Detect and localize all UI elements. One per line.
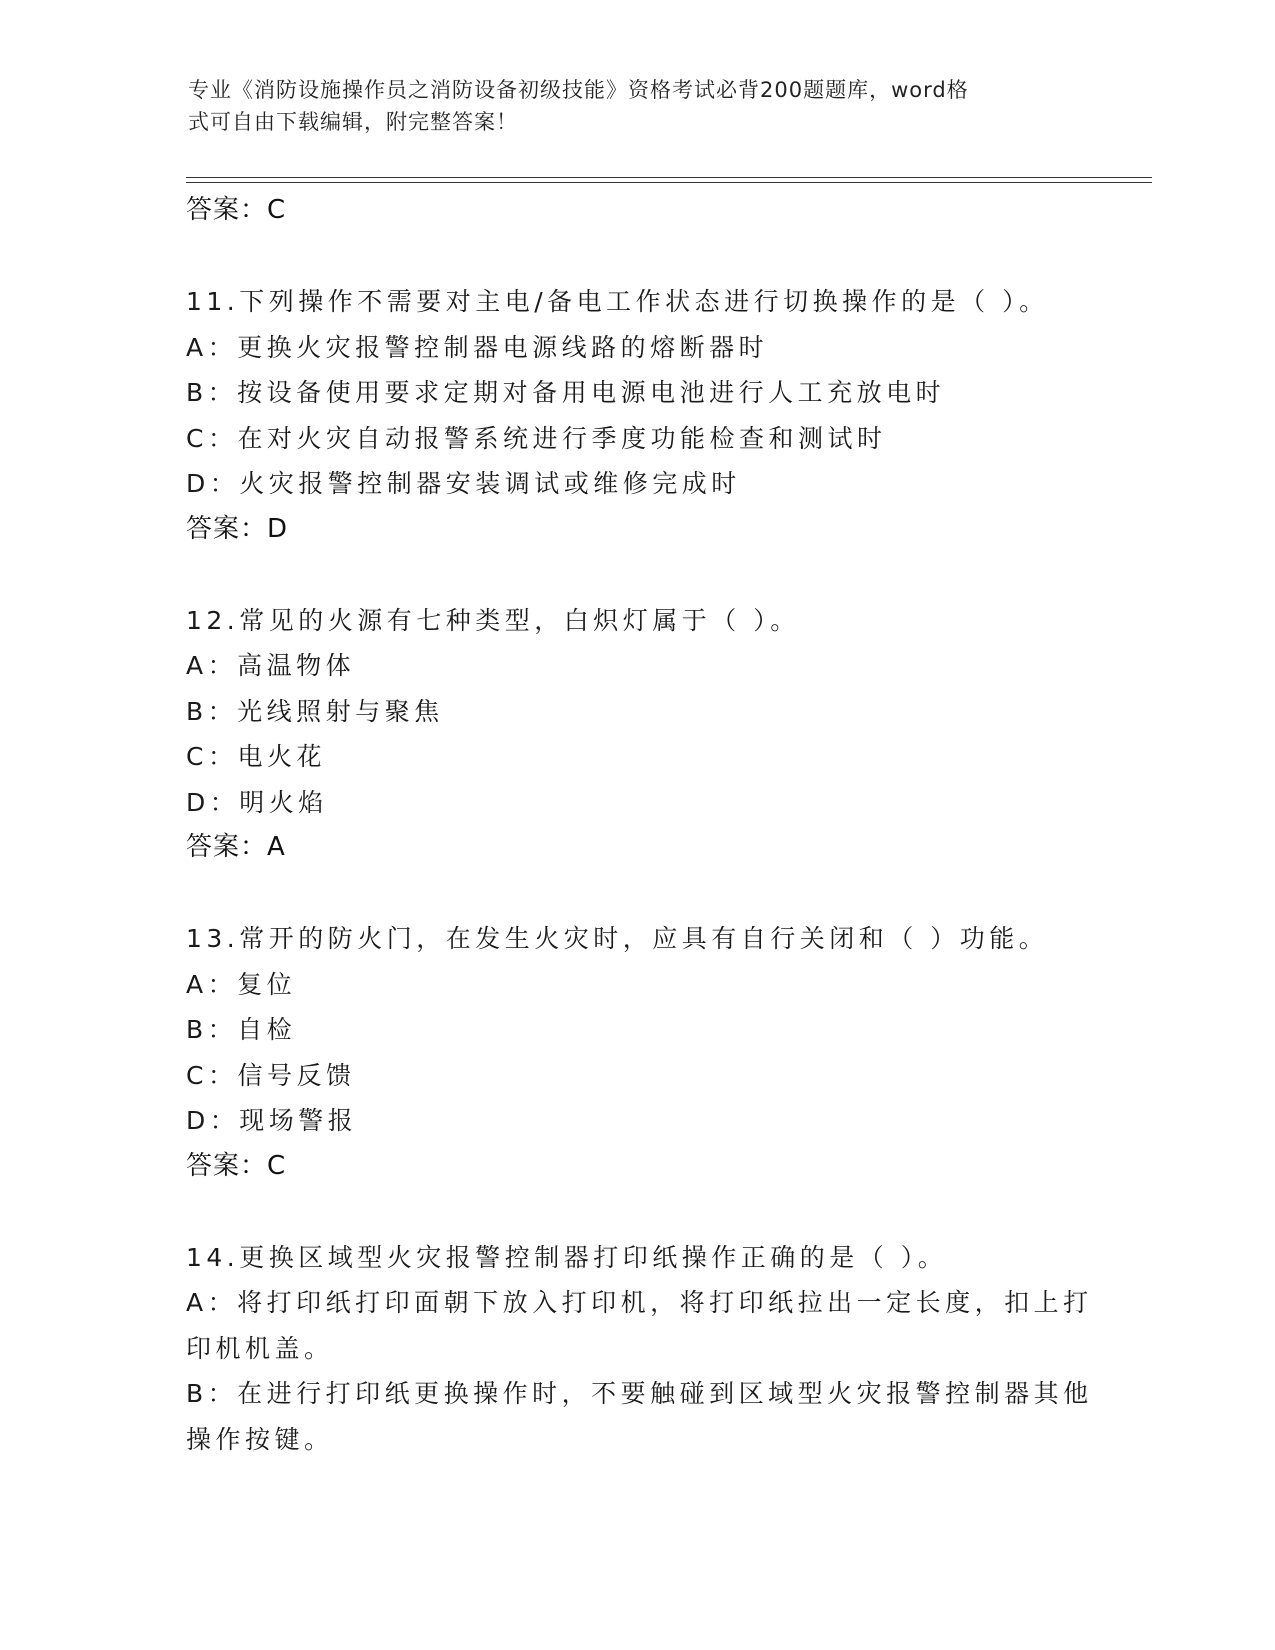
option-b: B：光线照射与聚焦 [186,696,444,726]
option-b-line-2: 操作按键。 [186,1424,334,1454]
option-a-line-2: 印机机盖。 [186,1333,334,1363]
question-11 [186,279,1086,552]
spacer [186,552,1086,598]
header-rule-bottom [186,182,1152,183]
option-d: D：现场警报 [186,1106,358,1135]
question-stem: 11.下列操作不需要对主电/备电工作状态进行切换操作的是（ ）。 [186,287,1049,316]
question-13 [186,916,1086,1189]
option-c: C：电火花 [186,742,326,771]
question-stem: 14.更换区域型火灾报警控制器打印纸操作正确的是（ ）。 [186,1242,948,1272]
question-list [186,188,1093,1462]
option-a: A：高温物体 [186,651,356,680]
question-stem: 13.常开的防火门，在发生火灾时，应具有自行关闭和（ ）功能。 [186,924,1049,953]
header-line-1: 专业《消防设施操作员之消防设备初级技能》资格考试必背200题题库，word格 [188,78,969,102]
option-a: A：更换火灾报警控制器电源线路的熔断器时 [186,332,769,362]
question-stem: 12.常见的火源有七种类型，白炽灯属于（ ）。 [186,605,800,635]
option-b: B：自检 [186,1015,297,1044]
answer-line: 答案：C [186,1150,287,1181]
option-a-line-1: A：将打印纸打印面朝下放入打印机，将打印纸拉出一定长度，扣上打 [186,1288,1093,1317]
option-d: D：火灾报警控制器安装调试或维修完成时 [186,469,741,498]
answer-prev: 答案：C [186,195,287,225]
option-c: C：在对火灾自动报警系统进行季度功能检查和测试时 [186,423,887,453]
answer-line: 答案：A [186,832,286,862]
option-b: B：按设备使用要求定期对备用电源电池进行人工充放电时 [186,378,946,407]
header-line-2: 式可自由下载编辑，附完整答案！ [188,110,518,134]
header-rule-top [186,177,1152,178]
spacer [186,871,1086,917]
option-c: C：信号反馈 [186,1060,356,1090]
spacer [186,234,1086,280]
option-a: A：复位 [186,969,297,999]
option-b-line-1: B：在进行打印纸更换操作时，不要触碰到区域型火灾报警控制器其他 [186,1379,1093,1408]
answer-line: 答案：D [186,513,289,544]
option-d: D：明火焰 [186,787,328,817]
page-header [188,74,1068,138]
question-12 [186,598,1086,871]
question-14 [186,1235,1093,1463]
spacer [186,1189,1086,1235]
